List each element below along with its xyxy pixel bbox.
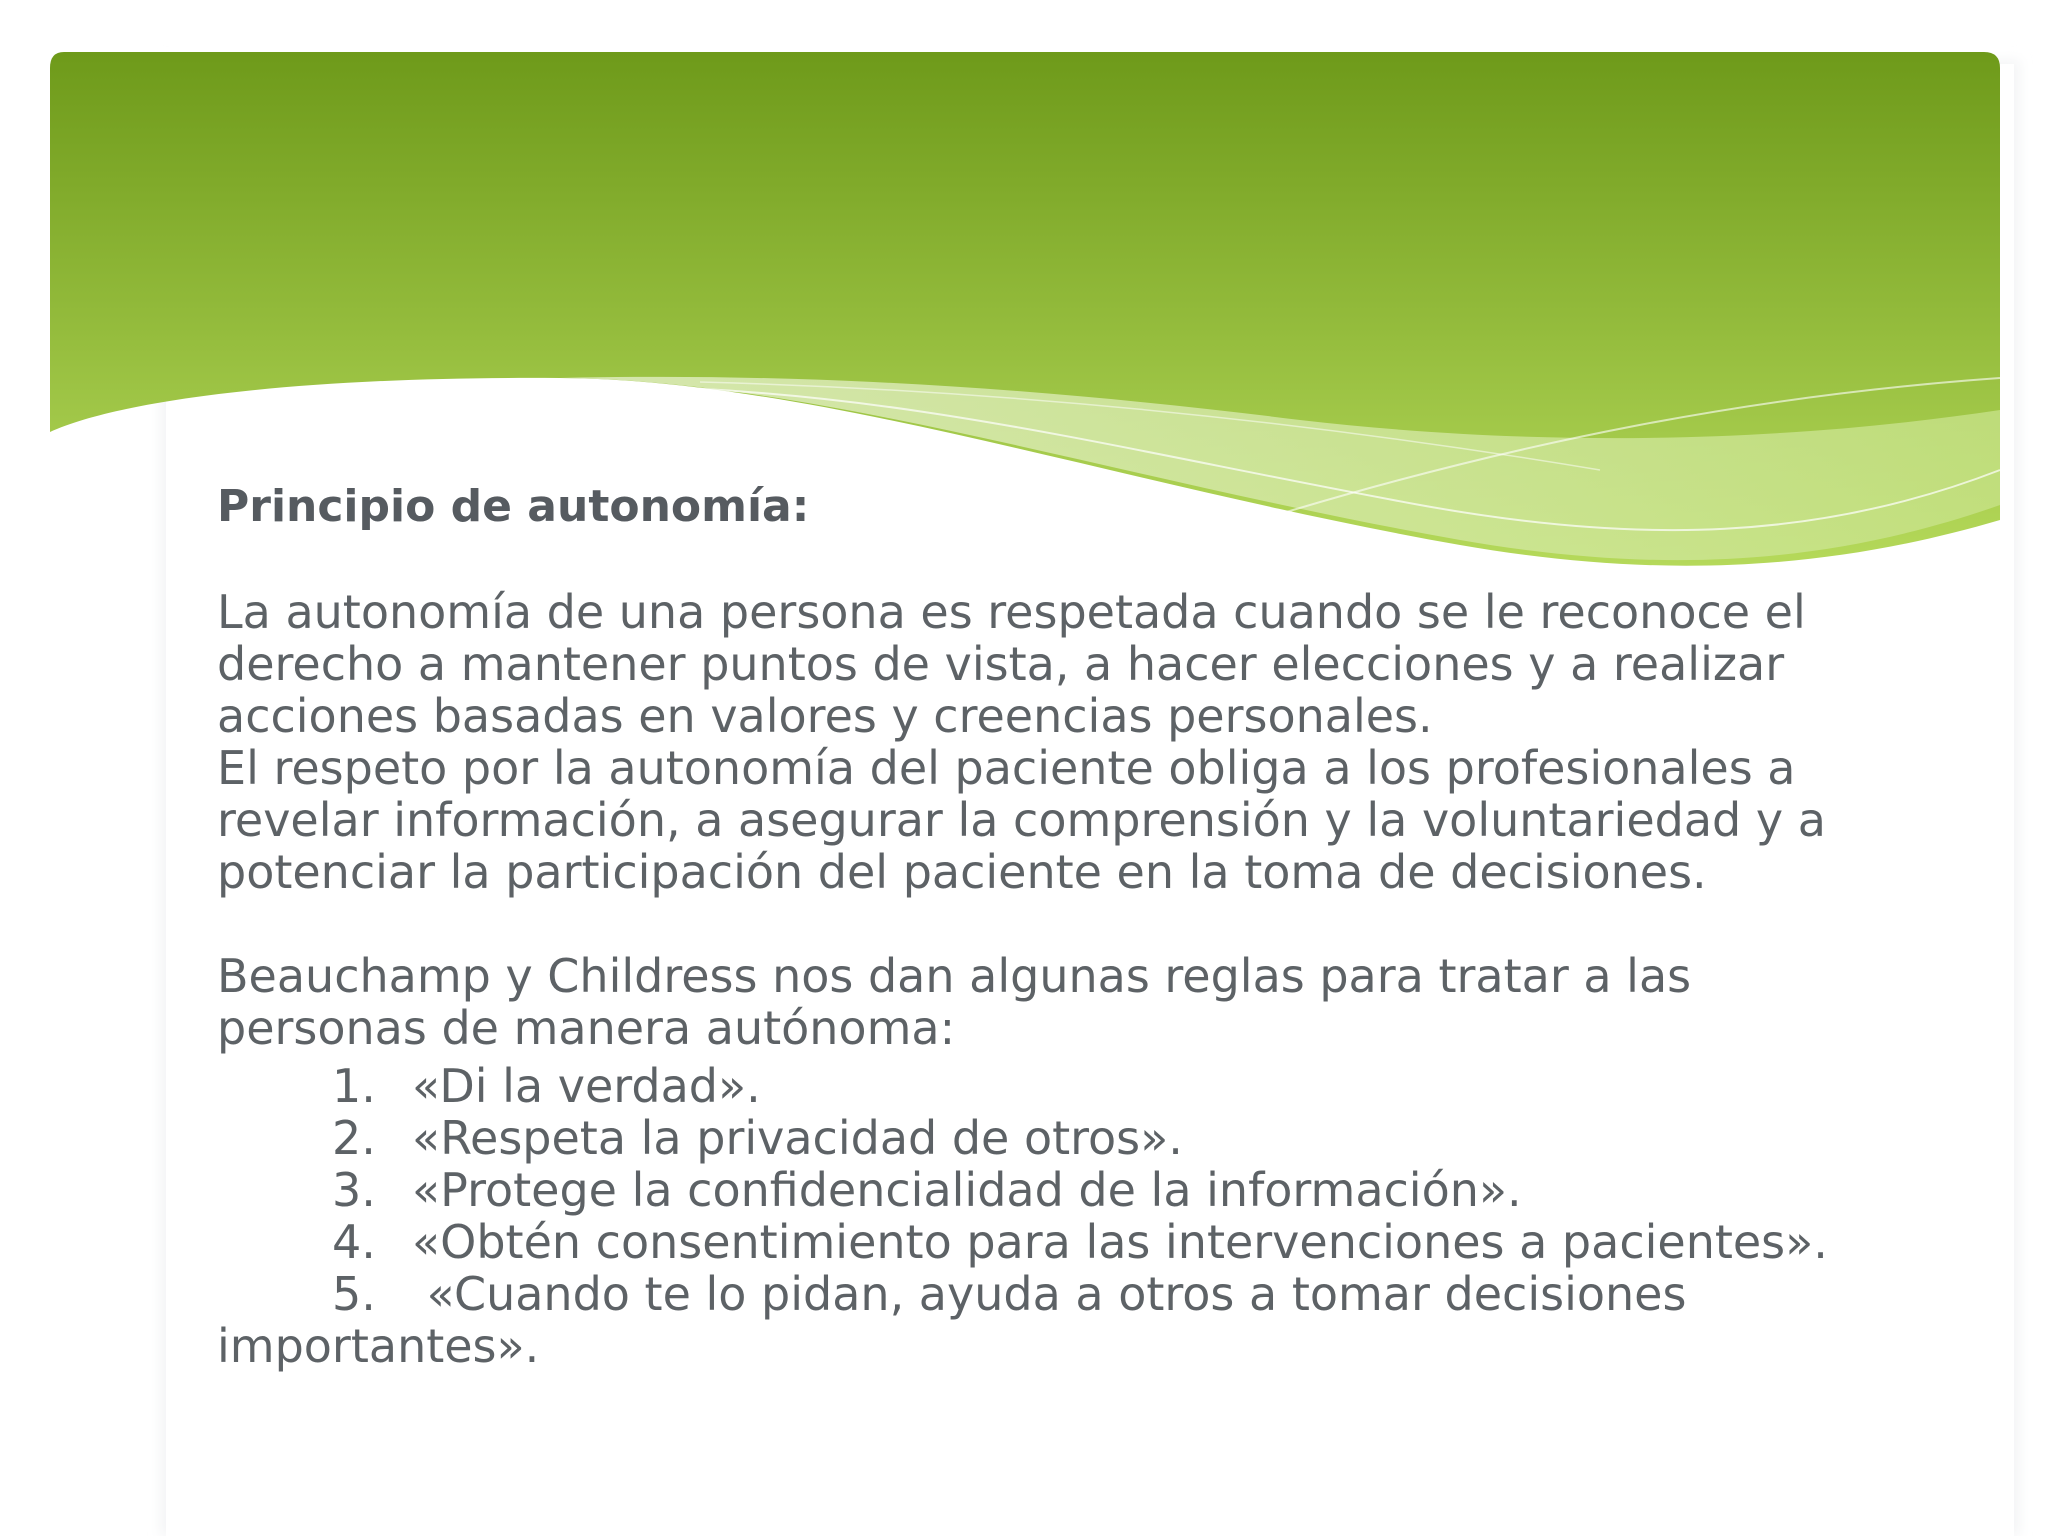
paragraph-line: derecho a mantener puntos de vista, a hacer elecciones y a realizar — [217, 637, 1785, 691]
list-item-continuation: importantes». — [217, 1319, 540, 1373]
list-item-text: «Respeta la privacidad de otros». — [412, 1111, 1183, 1165]
paragraph-spacer — [217, 898, 1957, 950]
rules-list — [217, 1060, 1957, 1320]
paragraph-line: Beauchamp y Childress nos dan algunas reglas para tratar a las — [217, 949, 1692, 1003]
list-item — [217, 1216, 1957, 1268]
list-item-number: 3. — [332, 1163, 376, 1217]
slide-heading: Principio de autonomía: — [217, 481, 810, 532]
paragraph-beauchamp-childress — [217, 950, 1957, 1054]
list-item — [217, 1268, 1957, 1320]
list-item-text: «Cuando te lo pidan, ayuda a otros a tomar decisiones — [412, 1267, 1687, 1321]
list-item — [217, 1164, 1957, 1216]
paragraph-line: acciones basadas en valores y creencias personales. — [217, 689, 1433, 743]
paragraph-autonomy-definition — [217, 586, 1957, 742]
list-item-number: 2. — [332, 1111, 376, 1165]
paragraph-patient-respect — [217, 742, 1957, 898]
paragraph-line: personas de manera autónoma: — [217, 1001, 956, 1055]
list-item — [217, 1112, 1957, 1164]
list-item-number: 5. — [332, 1267, 376, 1321]
list-item-number: 1. — [332, 1059, 376, 1113]
list-item-text: «Protege la confidencialidad de la información». — [412, 1163, 1522, 1217]
list-item-number: 4. — [332, 1215, 376, 1269]
paragraph-line: La autonomía de una persona es respetada cuando se le reconoce el — [217, 585, 1806, 639]
paragraph-line: potenciar la participación del paciente en la toma de decisiones. — [217, 845, 1707, 899]
paragraph-line: El respeto por la autonomía del paciente obliga a los profesionales a — [217, 741, 1796, 795]
slide-content — [217, 478, 1957, 1372]
list-item-text: «Obtén consentimiento para las intervenciones a pacientes». — [412, 1215, 1828, 1269]
list-item-text: «Di la verdad». — [412, 1059, 761, 1113]
paragraph-line: revelar información, a asegurar la comprensión y la voluntariedad y a — [217, 793, 1826, 847]
list-item — [217, 1060, 1957, 1112]
